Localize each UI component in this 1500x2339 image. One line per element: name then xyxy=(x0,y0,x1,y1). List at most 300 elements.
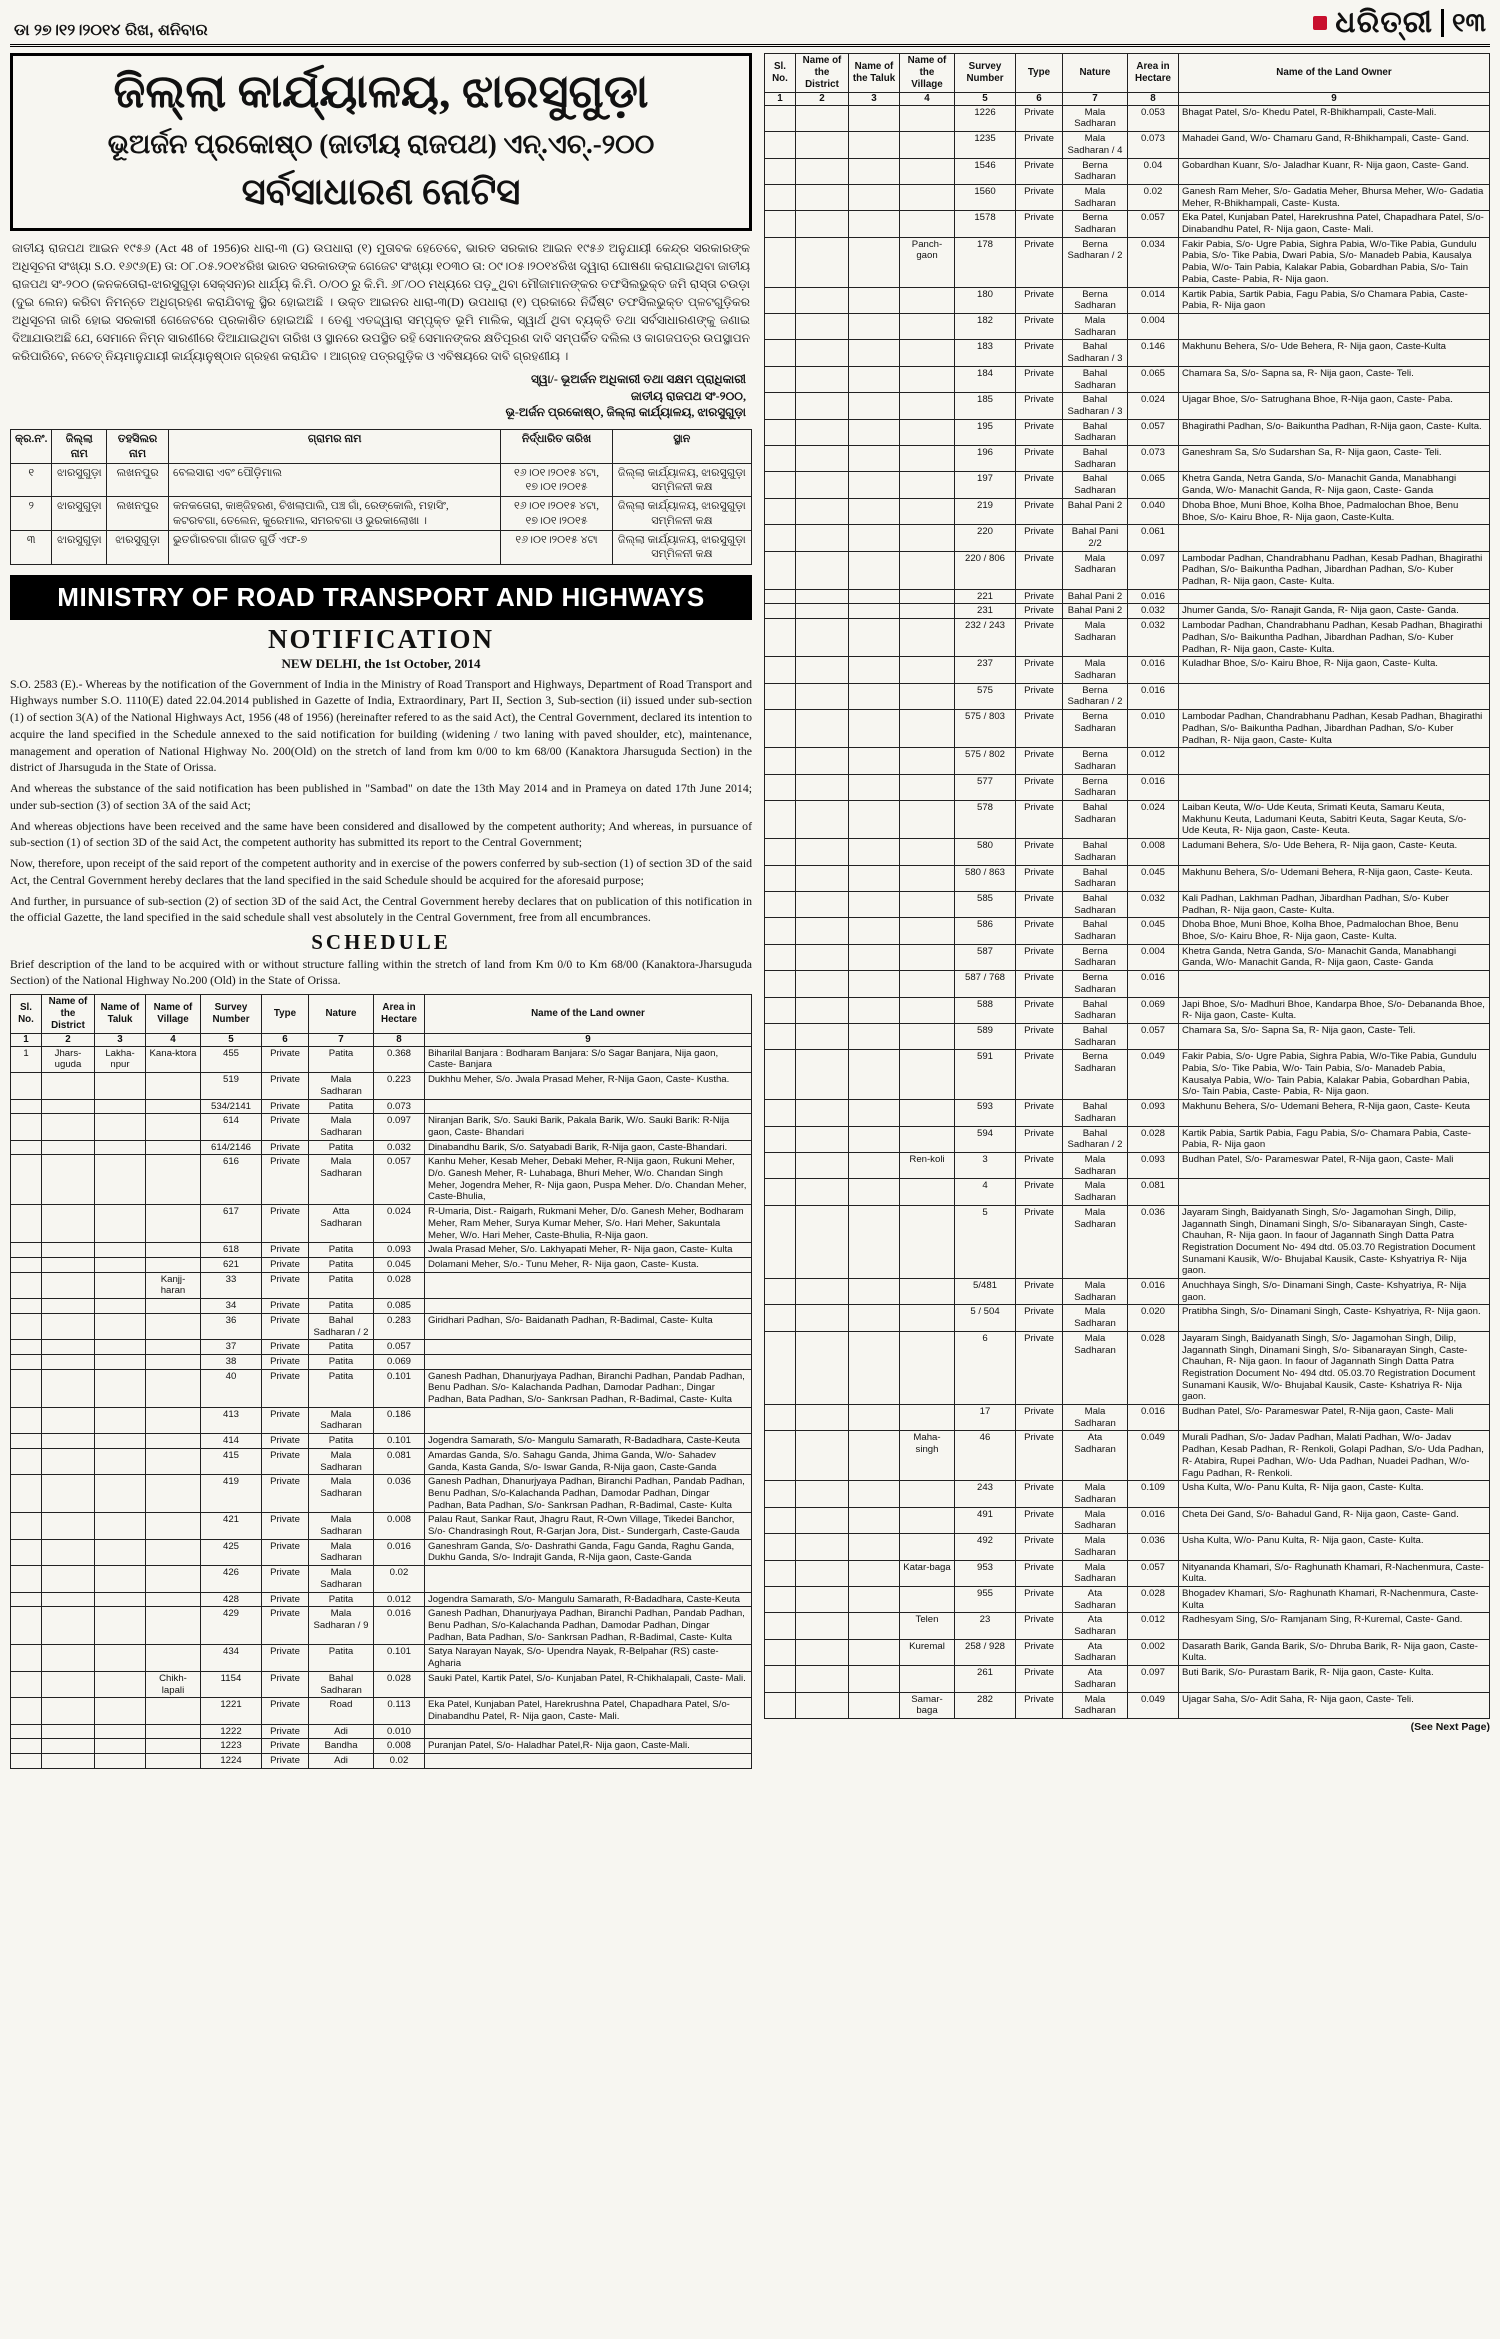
cell-owner: Murali Padhan, S/o- Jadav Padhan, Malati Padhan, W/o- Jadav Padhan, Kesab Padhan, R- Renkoli, Golapi Padhan, S/o- Uda Padhan, R- Atabira, Rupei Padhan, W/o- Uda Padhan, Nuadei Padhan, W/o- Fagu Padhan, R- Renkoli. xyxy=(1179,1431,1490,1481)
cell-district xyxy=(42,1566,95,1592)
cell-nature: Mala Sadharan xyxy=(1063,105,1128,131)
masthead-logo-icon xyxy=(1313,16,1327,30)
cell-village xyxy=(900,619,955,657)
cell-type: Private xyxy=(262,1539,309,1565)
cell-village xyxy=(900,683,955,709)
cell-survey: 5 / 504 xyxy=(955,1305,1016,1331)
cell-owner: Amardas Ganda, S/o. Sahagu Ganda, Jhima Ganda, W/o- Sahadev Ganda, Kasta Ganda, S/o- Iswar Ganda, R-Nija gaon, Caste-Ganda xyxy=(425,1448,752,1474)
cell-sl xyxy=(765,551,796,589)
cell-survey: 1560 xyxy=(955,184,1016,210)
cell-taluk xyxy=(849,314,900,340)
cell-sl xyxy=(765,865,796,891)
cell-type: Private xyxy=(1016,1613,1063,1639)
schedule-row xyxy=(765,446,1490,472)
cell-area: 0.032 xyxy=(1128,619,1179,657)
cell-district xyxy=(796,211,849,237)
cell-survey: 421 xyxy=(201,1513,262,1539)
cell-sl xyxy=(765,419,796,445)
cell-taluk xyxy=(95,1724,146,1739)
cell-owner: Dasarath Barik, Ganda Barik, S/o- Dhruba Barik, R- Nija gaon, Caste- Kulta. xyxy=(1179,1639,1490,1665)
cell-taluk xyxy=(849,1205,900,1278)
schedule-row xyxy=(765,774,1490,800)
cell-owner: Ganesh Ram Meher, S/o- Gadatia Meher, Bhursa Meher, W/o- Gadatia Meher, R-Bhikhampali, Caste- Kusta. xyxy=(1179,184,1490,210)
cell-sl xyxy=(11,1354,42,1369)
cell-type: Private xyxy=(1016,1126,1063,1152)
cell-nature: Bahal Pani 2 xyxy=(1063,498,1128,524)
schedule-row xyxy=(11,1313,752,1339)
schedule-row xyxy=(765,944,1490,970)
cell-nature: Patita xyxy=(309,1243,374,1258)
cell-nature: Patita xyxy=(309,1354,374,1369)
schedule-column-number: 8 xyxy=(374,1033,425,1046)
cell-type: Private xyxy=(262,1099,309,1114)
schedule-column-header: Survey Number xyxy=(955,54,1016,93)
cell-district xyxy=(796,393,849,419)
cell-survey: 491 xyxy=(955,1507,1016,1533)
cell-type: Private xyxy=(1016,446,1063,472)
cell-district xyxy=(796,589,849,604)
cell-survey: 587 / 768 xyxy=(955,971,1016,997)
cell-type: Private xyxy=(1016,551,1063,589)
cell-sl xyxy=(765,1305,796,1331)
cell-area: 0.008 xyxy=(374,1513,425,1539)
cell-taluk xyxy=(849,1431,900,1481)
schedule-column-header: Name of the Land Owner xyxy=(1179,54,1490,93)
schedule-row xyxy=(765,865,1490,891)
cell-survey: 1226 xyxy=(955,105,1016,131)
cell-taluk xyxy=(849,132,900,158)
cell-taluk xyxy=(95,1155,146,1205)
odia-table-cell: ଝାରସୁଗୁଡ଼ା xyxy=(52,463,107,497)
cell-survey: 17 xyxy=(955,1405,1016,1431)
cell-survey: 182 xyxy=(955,314,1016,340)
cell-area: 0.283 xyxy=(374,1313,425,1339)
cell-taluk xyxy=(95,1313,146,1339)
cell-taluk xyxy=(849,1305,900,1331)
schedule-row xyxy=(765,1153,1490,1179)
cell-nature: Patita xyxy=(309,1099,374,1114)
cell-village xyxy=(900,801,955,839)
cell-taluk xyxy=(849,1560,900,1586)
cell-sl xyxy=(765,287,796,313)
cell-village xyxy=(146,1448,201,1474)
cell-sl xyxy=(765,1405,796,1431)
cell-sl xyxy=(11,1140,42,1155)
cell-village xyxy=(900,865,955,891)
cell-taluk xyxy=(95,1272,146,1298)
cell-taluk xyxy=(849,366,900,392)
odia-table-cell: ବେଲସାରା ଏବଂ ପୌଡ଼ିମାଲ xyxy=(168,463,500,497)
cell-nature: Mala Sadharan xyxy=(1063,1205,1128,1278)
schedule-row xyxy=(765,211,1490,237)
cell-taluk xyxy=(849,419,900,445)
cell-sl xyxy=(11,1369,42,1407)
cell-survey: 455 xyxy=(201,1046,262,1072)
cell-sl xyxy=(765,1179,796,1205)
cell-village xyxy=(900,839,955,865)
schedule-row xyxy=(11,1046,752,1072)
cell-survey: 587 xyxy=(955,944,1016,970)
cell-type: Private xyxy=(1016,997,1063,1023)
odia-table-header: ତହସିଲର ନାମ xyxy=(107,430,169,464)
odia-hearing-table xyxy=(10,429,752,564)
cell-area: 0.008 xyxy=(374,1739,425,1754)
cell-nature: Bahal Sadharan xyxy=(1063,865,1128,891)
cell-nature: Mala Sadharan xyxy=(309,1448,374,1474)
schedule-row xyxy=(765,1279,1490,1305)
schedule-row xyxy=(11,1073,752,1099)
cell-taluk xyxy=(849,498,900,524)
cell-owner: Fakir Pabia, S/o- Ugre Pabia, Sighra Pabia, W/o-Tike Pabia, Gundulu Pabia, S/o- Tike Pabia, W/o- Tain Pabia, S/o- Manadeb Pabia, Kausalya Pabia, W/o- Tain Pabia, Kalakar Pabia, Gobardhan Pabia, S/o- Tain Pabia, Caste- Pabia, R- Nija gaon. xyxy=(1179,1050,1490,1100)
cell-area: 0.049 xyxy=(1128,1431,1179,1481)
cell-nature: Bandha xyxy=(309,1739,374,1754)
cell-village xyxy=(900,710,955,748)
cell-owner xyxy=(1179,748,1490,774)
cell-taluk xyxy=(849,1050,900,1100)
cell-survey: 1235 xyxy=(955,132,1016,158)
schedule-column-header: Name of the District xyxy=(796,54,849,93)
cell-type: Private xyxy=(262,1698,309,1724)
schedule-row xyxy=(765,1205,1490,1278)
cell-sl xyxy=(765,1639,796,1665)
cell-sl xyxy=(765,105,796,131)
cell-nature: Bahal Pani 2 xyxy=(1063,604,1128,619)
cell-owner xyxy=(425,1754,752,1769)
cell-district xyxy=(796,1023,849,1049)
cell-sl xyxy=(765,1126,796,1152)
cell-sl xyxy=(11,1407,42,1433)
schedule-row xyxy=(765,419,1490,445)
cell-type: Private xyxy=(1016,1666,1063,1692)
cell-nature: Mala Sadharan xyxy=(1063,184,1128,210)
schedule-row xyxy=(765,1179,1490,1205)
cell-type: Private xyxy=(262,1369,309,1407)
cell-area: 0.04 xyxy=(1128,158,1179,184)
cell-village xyxy=(900,918,955,944)
cell-type: Private xyxy=(262,1354,309,1369)
schedule-row xyxy=(11,1607,752,1645)
cell-type: Private xyxy=(262,1258,309,1273)
schedule-row xyxy=(11,1243,752,1258)
cell-area: 0.028 xyxy=(1128,1331,1179,1404)
signature-line-2: ଜାତୀୟ ରାଜପଥ ସଂ-୨୦୦, xyxy=(630,388,746,403)
cell-sl xyxy=(765,918,796,944)
schedule-column-header: Name of the Land owner xyxy=(425,995,752,1034)
cell-village xyxy=(900,366,955,392)
notification-paragraph: And whereas objections have been received and the same have been considered and disallowed by the competent authority; And whereas, in pursuance of sub-section (1) of section 3D of the said Act, the competent authority has submitted its report to the Central Government; xyxy=(10,818,752,850)
notice-subtitle: ଭୂଅର୍ଜନ ପ୍ରକୋଷ୍ଠ (ଜାତୀୟ ରାଜପଥ) ଏନ୍.ଏଚ୍.-୨୦୦ xyxy=(107,128,655,159)
cell-taluk xyxy=(849,865,900,891)
cell-village xyxy=(146,1313,201,1339)
cell-sl xyxy=(765,525,796,551)
cell-survey: 183 xyxy=(955,340,1016,366)
cell-area: 0.028 xyxy=(374,1671,425,1697)
schedule-column-number: 3 xyxy=(95,1033,146,1046)
cell-sl xyxy=(765,657,796,683)
cell-survey: 621 xyxy=(201,1258,262,1273)
cell-taluk xyxy=(95,1340,146,1355)
signature-line-3: ଭୂ-ଅର୍ଜନ ପ୍ରକୋଷ୍ଠ, ଜିଲ୍ଲା କାର୍ଯ୍ୟାଳୟ, ଝାରସୁଗୁଡ଼ା xyxy=(505,405,746,420)
schedule-row xyxy=(11,1448,752,1474)
cell-type: Private xyxy=(262,1607,309,1645)
cell-survey: 434 xyxy=(201,1645,262,1671)
cell-survey: 37 xyxy=(201,1340,262,1355)
cell-owner: Bhogadev Khamari, S/o- Raghunath Khamari, R-Nachenmura, Caste- Kulta xyxy=(1179,1586,1490,1612)
cell-sl xyxy=(11,1724,42,1739)
cell-nature: Mala Sadharan xyxy=(1063,1560,1128,1586)
cell-type: Private xyxy=(1016,1050,1063,1100)
schedule-row xyxy=(11,1140,752,1155)
cell-owner xyxy=(1179,589,1490,604)
cell-village xyxy=(900,1179,955,1205)
cell-sl xyxy=(765,1534,796,1560)
cell-sl xyxy=(11,1513,42,1539)
cell-type: Private xyxy=(262,1754,309,1769)
odia-table-row xyxy=(11,463,752,497)
cell-owner: Mahadei Gand, W/o- Chamaru Gand, R-Bhikhampali, Caste- Gand. xyxy=(1179,132,1490,158)
cell-sl xyxy=(765,366,796,392)
cell-type: Private xyxy=(262,1313,309,1339)
schedule-row xyxy=(765,971,1490,997)
cell-type: Private xyxy=(1016,1560,1063,1586)
cell-owner: Chamara Sa, S/o- Sapna Sa, R- Nija gaon, Caste- Teli. xyxy=(1179,1023,1490,1049)
cell-district xyxy=(42,1140,95,1155)
schedule-column-number: 1 xyxy=(765,92,796,105)
cell-survey: 593 xyxy=(955,1100,1016,1126)
schedule-row xyxy=(765,132,1490,158)
cell-nature: Patita xyxy=(309,1140,374,1155)
schedule-row xyxy=(765,472,1490,498)
cell-nature: Berna Sadharan xyxy=(1063,710,1128,748)
cell-area: 0.057 xyxy=(1128,1560,1179,1586)
cell-district xyxy=(42,1243,95,1258)
cell-area: 0.034 xyxy=(1128,237,1179,287)
cell-survey: 1578 xyxy=(955,211,1016,237)
cell-nature: Bahal Sadharan xyxy=(1063,839,1128,865)
cell-area: 0.024 xyxy=(374,1205,425,1243)
cell-sl xyxy=(765,132,796,158)
cell-sl xyxy=(11,1299,42,1314)
cell-nature: Bahal Sadharan xyxy=(1063,472,1128,498)
cell-survey: 955 xyxy=(955,1586,1016,1612)
odia-table-cell: ଲଖନପୁର xyxy=(107,497,169,531)
cell-sl xyxy=(11,1448,42,1474)
cell-survey: 580 xyxy=(955,839,1016,865)
cell-survey: 492 xyxy=(955,1534,1016,1560)
cell-district xyxy=(42,1155,95,1205)
cell-survey: 6 xyxy=(955,1331,1016,1404)
cell-owner: Ganesh Padhan, Dhanurjyaya Padhan, Biranchi Padhan, Pandab Padhan, Benu Padhan. S/o- Kalachanda Padhan, Damodar Padhan:, Dingar Padhan, Bata Padhan, S/o- Sankrsan Padhan, R-Badimal, Caste- Kulta xyxy=(425,1369,752,1407)
cell-district xyxy=(796,604,849,619)
cell-district xyxy=(796,944,849,970)
cell-village xyxy=(146,1099,201,1114)
cell-taluk xyxy=(95,1299,146,1314)
cell-village: Samar-baga xyxy=(900,1692,955,1718)
cell-sl xyxy=(765,801,796,839)
cell-district xyxy=(796,472,849,498)
cell-survey: 185 xyxy=(955,393,1016,419)
cell-district xyxy=(796,419,849,445)
schedule-row xyxy=(765,1050,1490,1100)
schedule-row xyxy=(11,1205,752,1243)
cell-nature: Ata Sadharan xyxy=(1063,1666,1128,1692)
cell-sl xyxy=(765,1560,796,1586)
cell-sl xyxy=(765,184,796,210)
cell-area: 0.049 xyxy=(1128,1692,1179,1718)
cell-type: Private xyxy=(1016,105,1063,131)
cell-owner: Lambodar Padhan, Chandrabhanu Padhan, Kesab Padhan, Bhagirathi Padhan, S/o- Baikuntha Padhan, Jibardhan Padhan, S/o- Kuber Padhan, R- Nija gaon, Caste- Kulta. xyxy=(1179,619,1490,657)
cell-nature: Ata Sadharan xyxy=(1063,1431,1128,1481)
cell-village xyxy=(900,184,955,210)
schedule-column-header: Sl. No. xyxy=(11,995,42,1034)
schedule-title: SCHEDULE xyxy=(311,930,451,955)
cell-nature: Ata Sadharan xyxy=(1063,1586,1128,1612)
cell-taluk xyxy=(849,287,900,313)
cell-village xyxy=(900,472,955,498)
cell-taluk xyxy=(849,393,900,419)
cell-taluk xyxy=(849,1534,900,1560)
cell-sl xyxy=(11,1645,42,1671)
cell-survey: 184 xyxy=(955,366,1016,392)
cell-area: 0.049 xyxy=(1128,1050,1179,1100)
cell-type: Private xyxy=(1016,237,1063,287)
cell-owner: Ujagar Bhoe, S/o- Satrughana Bhoe, R-Nija gaon, Caste- Paba. xyxy=(1179,393,1490,419)
cell-district xyxy=(796,1639,849,1665)
cell-village xyxy=(146,1566,201,1592)
schedule-row xyxy=(11,1513,752,1539)
cell-area: 0.073 xyxy=(1128,446,1179,472)
cell-taluk xyxy=(95,1140,146,1155)
cell-owner: Kartik Pabia, Sartik Pabia, Fagu Pabia, S/o Chamara Pabia, Caste- Pabia, R- Nija gaon xyxy=(1179,287,1490,313)
cell-type: Private xyxy=(1016,1586,1063,1612)
cell-nature: Berna Sadharan / 2 xyxy=(1063,237,1128,287)
cell-sl xyxy=(765,774,796,800)
cell-nature: Ata Sadharan xyxy=(1063,1613,1128,1639)
cell-area: 0.016 xyxy=(1128,657,1179,683)
cell-owner xyxy=(1179,774,1490,800)
cell-type: Private xyxy=(1016,1331,1063,1404)
cell-survey: 414 xyxy=(201,1434,262,1449)
cell-owner: Makhunu Behera, S/o- Udemani Behera, R-Nija gaon, Caste- Keuta. xyxy=(1179,865,1490,891)
schedule-row xyxy=(765,1534,1490,1560)
schedule-column-header: Name of Village xyxy=(146,995,201,1034)
schedule-column-number: 3 xyxy=(849,92,900,105)
schedule-table-left xyxy=(10,994,752,1769)
cell-type: Private xyxy=(1016,774,1063,800)
schedule-row xyxy=(765,393,1490,419)
cell-taluk xyxy=(849,619,900,657)
cell-type: Private xyxy=(1016,839,1063,865)
cell-district xyxy=(796,551,849,589)
cell-owner: Kanhu Meher, Kesab Meher, Debaki Meher, R-Nija gaon, Rukuni Meher, D/o. Ganesh Meher, R- Luhabaga, Bhuri Meher, W/o. Chandan Singh Meher, Jogendra Meher, R- Nija gaon, Puspa Meher. D/o. Chandan Meher, Caste-Bhulia, xyxy=(425,1155,752,1205)
cell-area: 0.093 xyxy=(374,1243,425,1258)
cell-owner: Dukhhu Meher, S/o. Jwala Prasad Meher, R-Nija Gaon, Caste- Kustha. xyxy=(425,1073,752,1099)
cell-nature: Berna Sadharan xyxy=(1063,944,1128,970)
cell-district xyxy=(42,1645,95,1671)
schedule-row xyxy=(11,1671,752,1697)
cell-owner: Ganeshram Sa, S/o Sudarshan Sa, R- Nija gaon, Caste- Teli. xyxy=(1179,446,1490,472)
cell-survey: 220 / 806 xyxy=(955,551,1016,589)
cell-nature: Berna Sadharan xyxy=(1063,748,1128,774)
cell-taluk xyxy=(849,1126,900,1152)
cell-owner: Ganesh Padhan, Dhanurjyaya Padhan, Biranchi Padhan, Pandab Padhan, Benu Padhan, S/o-Kalachanda Padhan, Damodar Padhan, Dingar Padhan, Bata Padhan, S/o- Sankrsan Padhan, R-Badimal, Caste- Kulta xyxy=(425,1475,752,1513)
cell-area: 0.101 xyxy=(374,1645,425,1671)
cell-taluk xyxy=(95,1369,146,1407)
cell-sl xyxy=(765,211,796,237)
cell-nature: Patita xyxy=(309,1258,374,1273)
cell-village xyxy=(146,1258,201,1273)
odia-table-header: ନିର୍ଦ୍ଧାରିତ ତାରିଖ xyxy=(501,430,612,464)
cell-district xyxy=(42,1754,95,1769)
cell-nature: Bahal Sadharan xyxy=(1063,1100,1128,1126)
schedule-row xyxy=(11,1434,752,1449)
cell-nature: Berna Sadharan xyxy=(1063,971,1128,997)
cell-village xyxy=(146,1724,201,1739)
cell-type: Private xyxy=(1016,340,1063,366)
cell-village xyxy=(900,1023,955,1049)
cell-nature: Bahal Sadharan xyxy=(1063,1023,1128,1049)
cell-district xyxy=(796,683,849,709)
cell-area: 0.101 xyxy=(374,1369,425,1407)
cell-district: Jhars-uguda xyxy=(42,1046,95,1072)
cell-district xyxy=(796,918,849,944)
cell-owner: Makhunu Behera, S/o- Udemani Behera, R-Nija gaon, Caste- Keuta xyxy=(1179,1100,1490,1126)
cell-taluk xyxy=(849,1153,900,1179)
cell-survey: 588 xyxy=(955,997,1016,1023)
cell-survey: 614/2146 xyxy=(201,1140,262,1155)
cell-village xyxy=(146,1645,201,1671)
cell-taluk xyxy=(849,551,900,589)
cell-owner: Lambodar Padhan, Chandrabhanu Padhan, Kesab Padhan, Bhagirathi Padhan, S/o- Baikuntha Padhan, Jibardhan Padhan, S/o- Kuber Padhan, R- Nija gaon, Caste- Kulta. xyxy=(1179,551,1490,589)
cell-owner: Dinabandhu Barik, S/o. Satyabadi Barik, R-Nija gaon, Caste-Bhandari. xyxy=(425,1140,752,1155)
schedule-column-header: Sl. No. xyxy=(765,54,796,93)
cell-taluk xyxy=(849,774,900,800)
odia-table-cell: ୨ xyxy=(11,497,52,531)
cell-area: 0.097 xyxy=(1128,551,1179,589)
cell-area: 0.097 xyxy=(1128,1666,1179,1692)
cell-owner: Eka Patel, Kunjaban Patel, Harekrushna Patel, Chapadhara Patel, S/o- Dinabandhu Patel, R- Nija gaon, Caste- Mali. xyxy=(425,1698,752,1724)
schedule-row xyxy=(11,1592,752,1607)
cell-taluk xyxy=(849,1639,900,1665)
cell-village xyxy=(146,1592,201,1607)
cell-area: 0.036 xyxy=(1128,1205,1179,1278)
cell-area: 0.045 xyxy=(374,1258,425,1273)
cell-village xyxy=(900,997,955,1023)
cell-nature: Patita xyxy=(309,1645,374,1671)
cell-sl xyxy=(11,1155,42,1205)
odia-table-cell: ୧ xyxy=(11,463,52,497)
cell-taluk xyxy=(95,1645,146,1671)
schedule-row xyxy=(11,1645,752,1671)
cell-district xyxy=(42,1313,95,1339)
cell-village xyxy=(900,657,955,683)
cell-owner: Ganesh Padhan, Dhanurjyaya Padhan, Biranchi Padhan, Pandab Padhan, Benu Padhan, S/o-Kalachanda Padhan, Damodar Padhan, Dingar Padhan, Bata Padhan, S/o- Sankrsan Padhan, R-Badimal, Caste- Kulta xyxy=(425,1607,752,1645)
schedule-row xyxy=(765,1305,1490,1331)
cell-district xyxy=(42,1272,95,1298)
cell-survey: 428 xyxy=(201,1592,262,1607)
cell-village xyxy=(900,340,955,366)
cell-nature: Bahal Sadharan / 3 xyxy=(1063,393,1128,419)
cell-village xyxy=(900,551,955,589)
cell-taluk xyxy=(849,971,900,997)
cell-village xyxy=(146,1354,201,1369)
cell-district xyxy=(796,1179,849,1205)
cell-sl xyxy=(765,1023,796,1049)
cell-survey: 1546 xyxy=(955,158,1016,184)
right-column xyxy=(764,53,1490,1733)
cell-survey: 1222 xyxy=(201,1724,262,1739)
cell-district xyxy=(796,891,849,917)
